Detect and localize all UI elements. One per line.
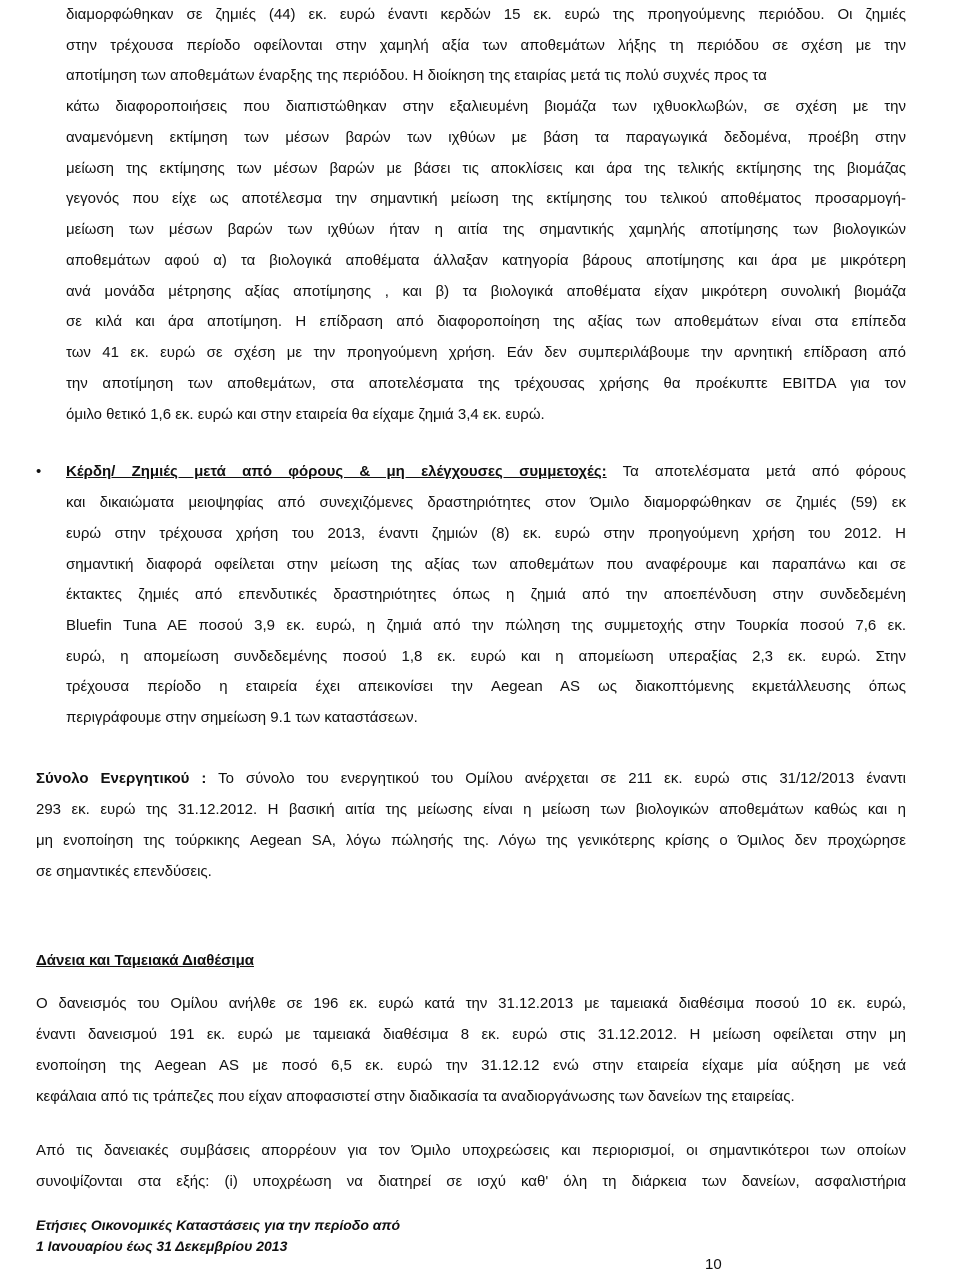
text-line: μείωση των μέσων βαρών των ιχθύων ήταν η αιτία της σημαντικής χαμηλής αποτίμησης των βιολογικών [66, 221, 906, 238]
text-line: έναντι δανεισμού 191 εκ. ευρώ με ταμειακά διαθέσιμα 8 εκ. ευρώ στις 31.12.2012. Η μείωση οφείλεται στην μη [36, 1026, 906, 1043]
text-line: σημαντική διαφορά οφείλεται στην μείωση της αξίας των αποθεμάτων που αναφέρουμε και παραπάνω και σε [66, 556, 906, 573]
total-assets-first-line: Το σύνολο του ενεργητικού του Ομίλου ανέρχεται σε 211 εκ. ευρώ στις 31/12/2013 έναντι [206, 770, 906, 787]
text-line: ευρώ, η απομείωση συνδεδεμένης ποσού 1,8 εκ. ευρώ και η απομείωση υπεραξίας 2,3 εκ. ευρώ. Στην [66, 648, 906, 665]
text-line: διαμορφώθηκαν σε ζημιές (44) εκ. ευρώ έναντι κερδών 15 εκ. ευρώ της προηγούμενης περιόδου. Οι ζημιές [66, 6, 906, 23]
text-line: 293 εκ. ευρώ της 31.12.2012. Η βασική αιτία της μείωσης είναι η μείωση των βιολογικών αποθεμάτων καθώς και η [36, 801, 906, 818]
bullet-icon: • [36, 463, 42, 480]
footer-line-2: 1 Ιανουαρίου έως 31 Δεκεμβρίου 2013 [36, 1238, 288, 1254]
page-number: 10 [705, 1256, 722, 1273]
text-line: σε σημαντικές επενδύσεις. [36, 863, 212, 880]
text-line: των 41 εκ. ευρώ σε σχέση με την προηγούμενη χρήση. Εάν δεν συμπεριλάβουμε την αρνητική επίδραση από [66, 344, 906, 361]
text-line: στην τρέχουσα περίοδο οφείλονται στην χαμηλή αξία των αποθεμάτων λήξης τη περιόδου σε σχέση με την [66, 37, 906, 54]
text-line: κεφάλαια από τις τράπεζες που είχαν αποφασιστεί στην διαδικασία τα αναδιοργάνωσης των δανείων της εταιρείας. [36, 1088, 795, 1105]
text-line: και δικαιώματα μειοψηφίας από συνεχιζόμενες δραστηριότητες στον Όμιλο διαμορφώθηκαν σε ζημιές (59) εκ [66, 494, 906, 511]
text-line: Από τις δανειακές συμβάσεις απορρέουν για τον Όμιλο υποχρεώσεις και περιορισμοί, οι σημαντικότεροι των οποίων [36, 1142, 906, 1159]
text-line: αποθεμάτων αφού α) τα βιολογικά αποθέματα άλλαξαν κατηγορία βάρους αποτίμησης και άρα με μικρότερη [66, 252, 906, 269]
text-line: αναμενόμενη εκτίμηση των μέσων βαρών των ιχθύων με βάση τα παραγωγικά δεδομένα, προέβη στην [66, 129, 906, 146]
text-line: συνοψίζονται στα εξής: (i) υποχρέωση να διατηρεί σε ισχύ καθ' όλη τη διάρκεια των δανείων, ασφαλιστήρια [36, 1173, 906, 1190]
text-line: αποτίμηση των αποθεμάτων έναρξης της περιόδου. Η διοίκηση της εταιρίας μετά τις πολύ συχνές προς τα [66, 67, 767, 84]
text-line: ανά μονάδα μέτρησης αξίας αποτίμησης , και β) τα βιολογικά αποθέματα είχαν μικρότερη συνολική βιομάζα [66, 283, 906, 300]
text-line: γεγονός που είχε ως αποτέλεσμα την σημαντική μείωση της εκτίμησης του τελικού αποθέματος προσαρμογή- [66, 190, 906, 207]
footer-line-1: Ετήσιες Οικονομικές Καταστάσεις για την περίοδο από [36, 1217, 400, 1233]
text-line: όμιλο θετικό 1,6 εκ. ευρώ και στην εταιρεία θα είχαμε ζημιά 3,4 εκ. ευρώ. [66, 406, 545, 423]
profit-loss-title: Κέρδη/ Ζημιές μετά από φόρους & μη ελέγχουσες συμμετοχές: [66, 463, 607, 480]
text-line: Ο δανεισμός του Ομίλου ανήλθε σε 196 εκ. ευρώ κατά την 31.12.2013 με ταμειακά διαθέσιμα ποσού 10 εκ. ευρώ, [36, 995, 906, 1012]
text-line: σε κιλά και άρα αποτίμηση. Η επίδραση από διαφοροποίηση της αξίας των αποθεμάτων είναι στα επίπεδα [66, 313, 906, 330]
text-line: κάτω διαφοροποιήσεις που διαπιστώθηκαν στην εξαλιευμένη βιομάζα των ιχθυοκλωβών, σε σχέση με την [66, 98, 906, 115]
text-line: ενοποίηση της Aegean AS με ποσό 6,5 εκ. ευρώ την 31.12.12 ενώ στην εταιρεία είχαμε μία αύξηση με νεά [36, 1057, 906, 1074]
text-line: έκτακτες ζημιές από επενδυτικές δραστηριότητες όπως η ζημιά από την αποεπένδυση στην συνδεδεμένη [66, 586, 906, 603]
text-line: μείωση της εκτίμησης των μέσων βαρών με βάσει τις αποκλίσεις και άρα της τελικής εκτίμησης της βιομάζας [66, 160, 906, 177]
text-line: ευρώ στην τρέχουσα χρήση του 2013, έναντι ζημιών (8) εκ. ευρώ στην προηγούμενη χρήση του 2012. Η [66, 525, 906, 542]
text-line: την αποτίμηση των αποθεμάτων, στα αποτελέσματα της τρέχουσας χρήσης θα προέκυπτε EBITDA για τον [66, 375, 906, 392]
profit-loss-first-line: Τα αποτελέσματα μετά από φόρους [606, 463, 906, 480]
text-line [36, 770, 906, 788]
total-assets-title: Σύνολο Ενεργητικού : [36, 770, 207, 787]
text-line: περιγράφουμε στην σημείωση 9.1 των καταστάσεων. [66, 709, 418, 726]
text-line: τρέχουσα περίοδο η εταιρεία έχει απεικονίσει την Aegean AS ως διακοπτόμενης εκμετάλλευσης όπως [66, 678, 906, 695]
text-line: μη ενοποίηση της τούρκικης Aegean SA, λόγω πώλησής της. Λόγω της γενικότερης κρίσης ο Όμιλος δεν προχώρησε [36, 832, 906, 849]
text-line: Bluefin Tuna AE ποσού 3,9 εκ. ευρώ, η ζημιά από την πώληση της συμμετοχής στην Τουρκία ποσού 7,6 εκ. [66, 617, 906, 634]
text-line [66, 463, 906, 481]
loans-heading: Δάνεια και Ταμειακά Διαθέσιμα [36, 952, 254, 969]
